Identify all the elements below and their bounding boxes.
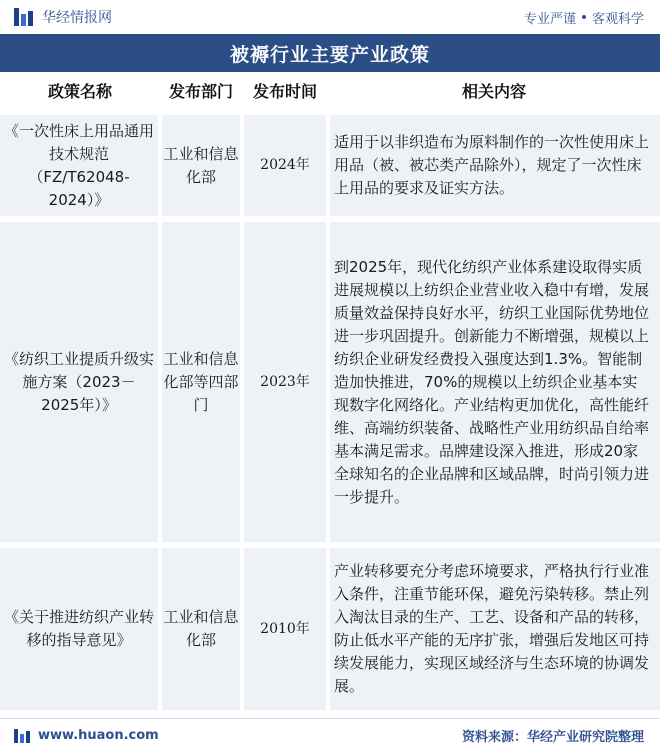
site-link[interactable]	[14, 728, 159, 743]
slogan	[524, 8, 644, 27]
footer	[0, 718, 660, 752]
column-header-dept: 发布部门	[160, 72, 242, 112]
source-note: 资料来源：华经产业研究院整理	[461, 730, 644, 745]
table-row	[0, 219, 660, 545]
policy-time: 2010年	[242, 545, 328, 710]
table-row	[0, 545, 660, 710]
brand	[14, 7, 112, 27]
brand-name: 华经情报网	[42, 10, 112, 26]
site-url: www.huaon.com	[38, 728, 159, 743]
policy-content: 到2025年，现代化纺织产业体系建设取得实质进展规模以上纺织企业营业收入稳中有增，发展质量效益保持良好水平，纺织工业国际优势地位进一步巩固提升。创新能力不断增强，规模以上纺织企业研发经费投入强度达到1.3%。智能制造加快推进，70%的规模以上纺织企业基本实现数字化网络化。产业结构更加优化，高性能纤维、高端纺织装备、战略性产业用纺织品自给率基本满足需求。品牌建设深入推进，形成20家全球知名的企业品牌和区域品牌，时尚引领力进一步提升。	[328, 219, 660, 545]
slogan-left: 专业严谨	[523, 11, 576, 27]
policy-name: 《一次性床上用品通用技术规范（FZ/T62048-2024）》	[0, 112, 160, 219]
policy-dept: 工业和信息化部等四部门	[160, 219, 242, 545]
policy-name: 《关于推进纺织产业转移的指导意见》	[0, 545, 160, 710]
policy-table	[0, 72, 660, 710]
policy-content: 适用于以非织造布为原料制作的一次性使用床上用品（被、被芯类产品除外），规定了一次性床上用品的要求及证实方法。	[328, 112, 660, 219]
column-header-content: 相关内容	[328, 72, 660, 112]
logo-icon	[14, 729, 32, 743]
logo-icon	[14, 8, 36, 26]
top-bar	[0, 0, 660, 34]
page-title: 被褥行业主要产业政策	[0, 34, 660, 72]
policy-dept: 工业和信息化部	[160, 545, 242, 710]
policy-time: 2023年	[242, 219, 328, 545]
policy-name: 《纺织工业提质升级实施方案（2023－2025年）》	[0, 219, 160, 545]
slogan-right: 客观科学	[591, 11, 644, 27]
separator-dot-icon	[582, 15, 586, 19]
table-row	[0, 112, 660, 219]
column-header-time: 发布时间	[242, 72, 328, 112]
policy-content: 产业转移要充分考虑环境要求，严格执行行业准入条件，注重节能环保，避免污染转移。禁止列入淘汰目录的生产、工艺、设备和产品的转移，防止低水平产能的无序扩张，增强后发地区可持续发展能力，实现区域经济与生态环境的协调发展。	[328, 545, 660, 710]
policy-time: 2024年	[242, 112, 328, 219]
policy-dept: 工业和信息化部	[160, 112, 242, 219]
column-header-name: 政策名称	[0, 72, 160, 112]
table-header-row	[0, 72, 660, 112]
